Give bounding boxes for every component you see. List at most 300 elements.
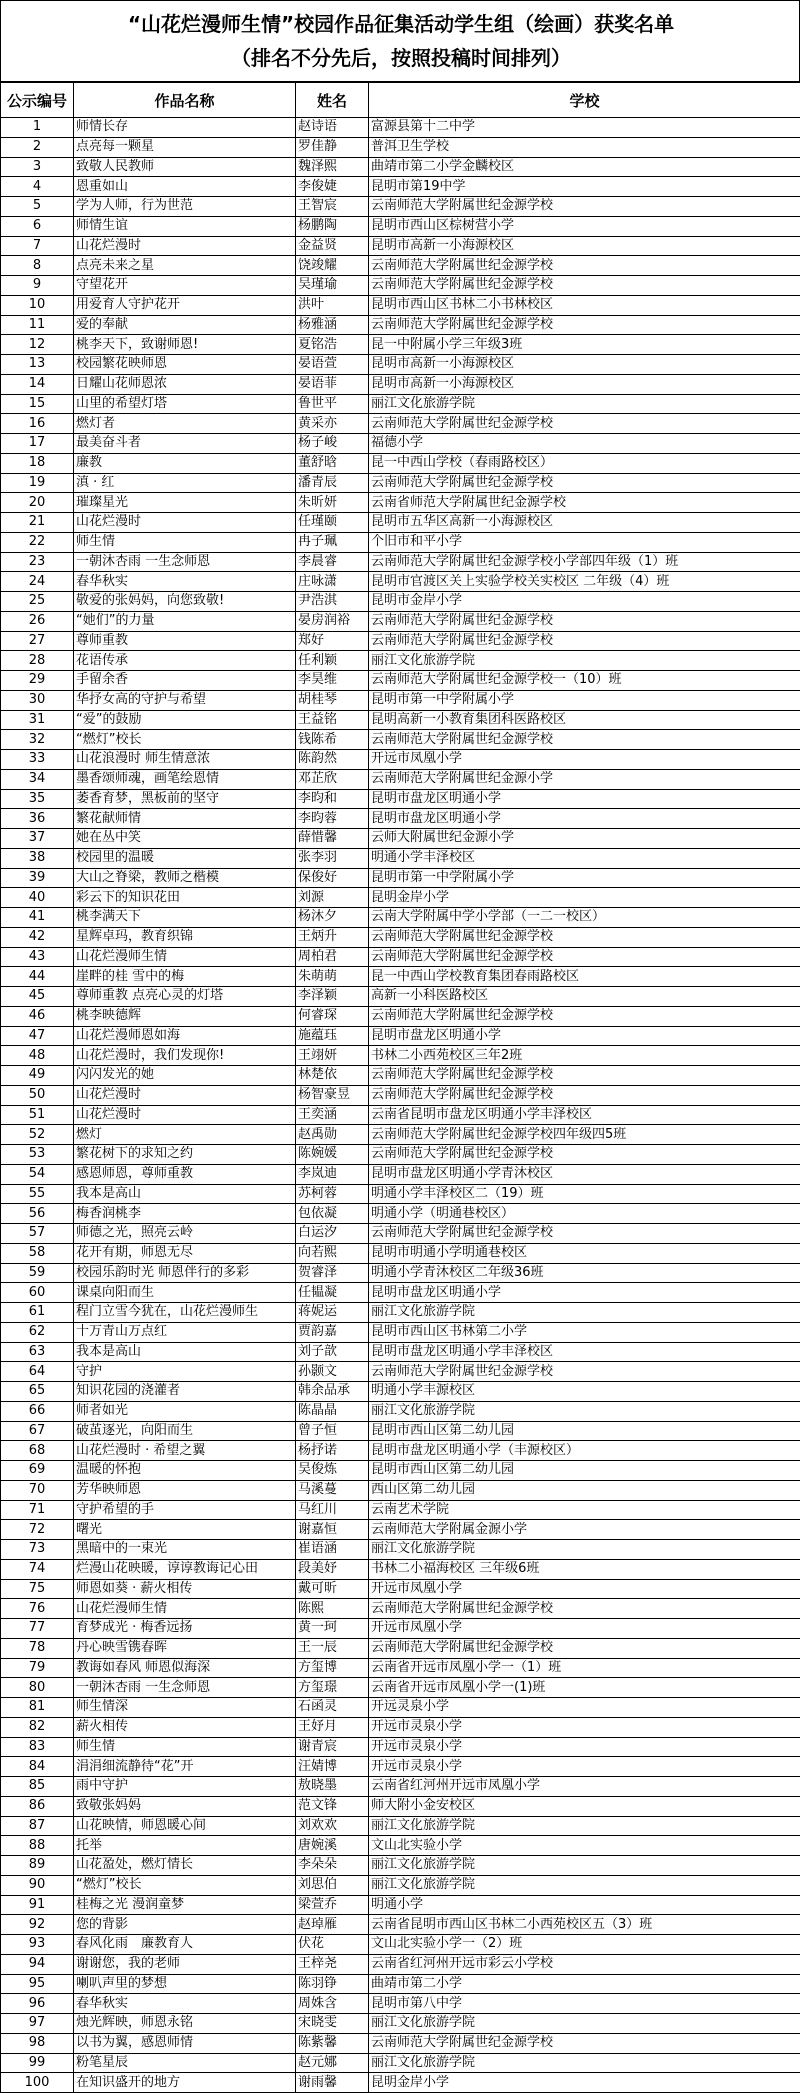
cell-work-title: 师情长存 — [74, 118, 296, 138]
cell-student-name: 陈羽铮 — [296, 1974, 369, 1994]
cell-school: 云南师范大学附属世纪金源学校 — [369, 1224, 800, 1244]
cell-number: 13 — [1, 355, 74, 375]
cell-work-title: 春华秋实 — [74, 1994, 296, 2014]
cell-work-title: 您的背影 — [74, 1915, 296, 1935]
cell-number: 77 — [1, 1619, 74, 1639]
cell-work-title: 破茧逐光，向阳而生 — [74, 1421, 296, 1441]
table-row — [1, 1717, 800, 1737]
cell-student-name: 朱萌萌 — [296, 967, 369, 987]
cell-number: 26 — [1, 611, 74, 631]
cell-student-name: 晏语萱 — [296, 355, 369, 375]
cell-number: 75 — [1, 1579, 74, 1599]
cell-school: 昆明市西山区第二幼儿园 — [369, 1421, 800, 1441]
cell-student-name: 朱昕妍 — [296, 493, 369, 513]
cell-school: 明通小学丰源校区 — [369, 1382, 800, 1402]
cell-school: 昆一中附属小学三年级3班 — [369, 335, 800, 355]
cell-number: 54 — [1, 1164, 74, 1184]
cell-number: 3 — [1, 157, 74, 177]
cell-work-title: “燃灯”校长 — [74, 730, 296, 750]
cell-number: 79 — [1, 1658, 74, 1678]
cell-student-name: 杨子峻 — [296, 434, 369, 454]
cell-number: 39 — [1, 868, 74, 888]
cell-student-name: 石函灵 — [296, 1698, 369, 1718]
cell-number: 29 — [1, 671, 74, 691]
cell-work-title: 彩云下的知识花田 — [74, 888, 296, 908]
table-row — [1, 1105, 800, 1125]
cell-student-name: 李俊婕 — [296, 177, 369, 197]
cell-number: 11 — [1, 315, 74, 335]
cell-work-title: 山花烂漫时，我们发现你! — [74, 1046, 296, 1066]
table-row — [1, 1520, 800, 1540]
cell-student-name: 谢嘉恒 — [296, 1520, 369, 1540]
cell-student-name: 韩余品承 — [296, 1382, 369, 1402]
cell-work-title: 大山之脊梁，教师之楷模 — [74, 868, 296, 888]
cell-student-name: 杨沐夕 — [296, 908, 369, 928]
cell-school: 昆明市第一中学附属小学 — [369, 690, 800, 710]
cell-student-name: 王炳升 — [296, 927, 369, 947]
header-work-title: 作品名称 — [74, 83, 296, 118]
cell-number: 67 — [1, 1421, 74, 1441]
cell-student-name: 王奕涵 — [296, 1105, 369, 1125]
cell-number: 24 — [1, 572, 74, 592]
table-row — [1, 1066, 800, 1086]
cell-work-title: 师生情深 — [74, 1698, 296, 1718]
cell-work-title: 育梦成光 · 梅香远扬 — [74, 1619, 296, 1639]
cell-school: 云南师范大学附属世纪金源学校 — [369, 256, 800, 276]
cell-work-title: “爱”的鼓励 — [74, 710, 296, 730]
cell-work-title: 校园乐韵时光 师恩伴行的多彩 — [74, 1263, 296, 1283]
cell-number: 47 — [1, 1026, 74, 1046]
cell-work-title: 春风化雨 廉教育人 — [74, 1935, 296, 1955]
cell-student-name: 刘子歆 — [296, 1342, 369, 1362]
cell-number: 42 — [1, 927, 74, 947]
cell-school: 云南师范大学附属世纪金源学校 — [369, 611, 800, 631]
table-row — [1, 868, 800, 888]
cell-work-title: 山花烂漫时 — [74, 513, 296, 533]
cell-school: 昆明市第八中学 — [369, 1994, 800, 2014]
award-table — [0, 82, 800, 2093]
cell-number: 86 — [1, 1796, 74, 1816]
cell-number: 72 — [1, 1520, 74, 1540]
cell-school: 云南师范大学附属世纪金源小学 — [369, 769, 800, 789]
cell-number: 74 — [1, 1559, 74, 1579]
cell-work-title: 日耀山花师恩浓 — [74, 374, 296, 394]
cell-work-title: 烂漫山花映暖，谆谆教诲记心田 — [74, 1559, 296, 1579]
cell-number: 6 — [1, 216, 74, 236]
cell-work-title: 致敬人民教师 — [74, 157, 296, 177]
table-row — [1, 967, 800, 987]
cell-student-name: 段美妤 — [296, 1559, 369, 1579]
table-row — [1, 1263, 800, 1283]
cell-school: 昆明金岸小学 — [369, 888, 800, 908]
cell-school: 云南师范大学附属世纪金源学校小学部四年级（1）班 — [369, 552, 800, 572]
cell-work-title: 繁花树下的求知之约 — [74, 1145, 296, 1165]
cell-student-name: 任利颖 — [296, 651, 369, 671]
header-name: 姓名 — [296, 83, 369, 118]
table-row — [1, 236, 800, 256]
table-row — [1, 1935, 800, 1955]
cell-student-name: 施蕴珏 — [296, 1026, 369, 1046]
cell-student-name: 周姝含 — [296, 1994, 369, 2014]
cell-school: 个旧市和平小学 — [369, 532, 800, 552]
cell-school: 昆明高新一小教育集团科医路校区 — [369, 710, 800, 730]
cell-work-title: 师者如光 — [74, 1401, 296, 1421]
cell-number: 84 — [1, 1757, 74, 1777]
cell-number: 59 — [1, 1263, 74, 1283]
cell-school: 云南师范大学附属世纪金源学校 — [369, 631, 800, 651]
cell-number: 81 — [1, 1698, 74, 1718]
cell-student-name: 薛惜馨 — [296, 829, 369, 849]
cell-school: 昆明市西山区第二幼儿园 — [369, 1461, 800, 1481]
cell-student-name: 孙颢文 — [296, 1362, 369, 1382]
cell-student-name: 范文锋 — [296, 1796, 369, 1816]
cell-number: 15 — [1, 394, 74, 414]
cell-work-title: 恩重如山 — [74, 177, 296, 197]
cell-work-title: 学为人师，行为世范 — [74, 197, 296, 217]
table-row — [1, 157, 800, 177]
cell-number: 18 — [1, 453, 74, 473]
table-row — [1, 1875, 800, 1895]
cell-number: 98 — [1, 2033, 74, 2053]
table-row — [1, 829, 800, 849]
cell-work-title: 爱的奉献 — [74, 315, 296, 335]
cell-student-name: 向若熙 — [296, 1243, 369, 1263]
cell-number: 36 — [1, 809, 74, 829]
table-row — [1, 513, 800, 533]
table-row — [1, 394, 800, 414]
table-row — [1, 1678, 800, 1698]
cell-number: 41 — [1, 908, 74, 928]
table-row — [1, 1085, 800, 1105]
cell-school: 丽江文化旅游学院 — [369, 651, 800, 671]
table-row — [1, 1224, 800, 1244]
cell-student-name: 李昀蓉 — [296, 809, 369, 829]
table-row — [1, 197, 800, 217]
cell-work-title: 春华秋实 — [74, 572, 296, 592]
cell-work-title: 桃李映德辉 — [74, 1006, 296, 1026]
cell-work-title: 温暖的怀抱 — [74, 1461, 296, 1481]
cell-student-name: 李晨睿 — [296, 552, 369, 572]
cell-work-title: 桃李天下，致谢师恩! — [74, 335, 296, 355]
cell-number: 76 — [1, 1599, 74, 1619]
cell-student-name: 赵诗语 — [296, 118, 369, 138]
cell-school: 明通小学丰泽校区 — [369, 848, 800, 868]
table-row — [1, 1322, 800, 1342]
cell-school: 曲靖市第二小学金麟校区 — [369, 157, 800, 177]
cell-work-title: 守望花开 — [74, 276, 296, 296]
cell-school: 昆明市高新一小海源校区 — [369, 236, 800, 256]
table-row — [1, 532, 800, 552]
cell-school: 昆明市第一中学附属小学 — [369, 868, 800, 888]
table-row — [1, 789, 800, 809]
cell-school: 开远市灵泉小学 — [369, 1717, 800, 1737]
table-row — [1, 592, 800, 612]
cell-student-name: 白运汐 — [296, 1224, 369, 1244]
cell-student-name: 曾子恒 — [296, 1421, 369, 1441]
cell-school: 明通小学（明通巷校区） — [369, 1204, 800, 1224]
cell-student-name: 方玺博 — [296, 1658, 369, 1678]
cell-number: 60 — [1, 1283, 74, 1303]
cell-school: 云南师范大学附属金源小学 — [369, 1520, 800, 1540]
cell-work-title: 点亮每一颗星 — [74, 137, 296, 157]
cell-school: 丽江文化旅游学院 — [369, 1303, 800, 1323]
cell-student-name: 崔语涵 — [296, 1540, 369, 1560]
cell-school: 云南师范大学附属世纪金源学校 — [369, 473, 800, 493]
table-row — [1, 809, 800, 829]
cell-number: 4 — [1, 177, 74, 197]
table-row — [1, 730, 800, 750]
table-row — [1, 1006, 800, 1026]
cell-work-title: 托举 — [74, 1836, 296, 1856]
cell-work-title: 山花映情，师恩暖心间 — [74, 1816, 296, 1836]
cell-number: 68 — [1, 1441, 74, 1461]
cell-work-title: 山花烂漫时 — [74, 1105, 296, 1125]
cell-number: 70 — [1, 1480, 74, 1500]
cell-school: 昆明市盘龙区明通小学 — [369, 1283, 800, 1303]
cell-school: 丽江文化旅游学院 — [369, 1856, 800, 1876]
cell-number: 23 — [1, 552, 74, 572]
cell-student-name: 李昊维 — [296, 671, 369, 691]
cell-student-name: 赵禹勋 — [296, 1125, 369, 1145]
cell-work-title: 敬爱的张妈妈，向您致敬! — [74, 592, 296, 612]
cell-work-title: 师情生谊 — [74, 216, 296, 236]
cell-school: 明通小学丰泽校区二（19）班 — [369, 1184, 800, 1204]
cell-work-title: 萎香育梦，黑板前的坚守 — [74, 789, 296, 809]
table-row — [1, 1283, 800, 1303]
cell-number: 61 — [1, 1303, 74, 1323]
cell-work-title: 山花烂漫时 — [74, 236, 296, 256]
cell-student-name: 邓芷欣 — [296, 769, 369, 789]
cell-school: 丽江文化旅游学院 — [369, 2014, 800, 2034]
table-row — [1, 927, 800, 947]
cell-work-title: 山花盈处，燃灯情长 — [74, 1856, 296, 1876]
cell-number: 5 — [1, 197, 74, 217]
cell-school: 云南师范大学附属世纪金源学校 — [369, 947, 800, 967]
table-row — [1, 256, 800, 276]
cell-school: 开远市凤凰小学 — [369, 1619, 800, 1639]
cell-work-title: 山花烂漫时 · 希望之翼 — [74, 1441, 296, 1461]
cell-school: 云南师范大学附属世纪金源学校 — [369, 927, 800, 947]
cell-school: 昆明市高新一小海源校区 — [369, 355, 800, 375]
cell-work-title: 燃灯 — [74, 1125, 296, 1145]
table-row — [1, 1540, 800, 1560]
cell-student-name: 黄一珂 — [296, 1619, 369, 1639]
cell-number: 91 — [1, 1895, 74, 1915]
cell-work-title: 最美奋斗者 — [74, 434, 296, 454]
cell-number: 44 — [1, 967, 74, 987]
cell-work-title: 粉笔星辰 — [74, 2053, 296, 2073]
cell-school: 昆明市盘龙区明通小学 — [369, 1026, 800, 1046]
cell-student-name: 魏泽熙 — [296, 157, 369, 177]
cell-school: 云南师范大学附属世纪金源学校 — [369, 1145, 800, 1165]
cell-number: 16 — [1, 414, 74, 434]
cell-work-title: 廉教 — [74, 453, 296, 473]
cell-number: 43 — [1, 947, 74, 967]
cell-number: 57 — [1, 1224, 74, 1244]
table-row — [1, 987, 800, 1007]
cell-number: 40 — [1, 888, 74, 908]
cell-student-name: 刘欢欢 — [296, 1816, 369, 1836]
cell-work-title: 教诲如春风 师恩似海深 — [74, 1658, 296, 1678]
table-row — [1, 1895, 800, 1915]
cell-number: 95 — [1, 1974, 74, 1994]
cell-number: 90 — [1, 1875, 74, 1895]
table-row — [1, 848, 800, 868]
cell-student-name: 陈紫馨 — [296, 2033, 369, 2053]
cell-number: 97 — [1, 2014, 74, 2034]
table-row — [1, 1737, 800, 1757]
cell-work-title: 一朝沐杏雨 一生念师恩 — [74, 552, 296, 572]
cell-work-title: 崖畔的桂 雪中的梅 — [74, 967, 296, 987]
cell-school: 师大附小金安校区 — [369, 1796, 800, 1816]
cell-school: 昆明市第19中学 — [369, 177, 800, 197]
cell-school: 云南师范大学附属世纪金源学校 — [369, 1362, 800, 1382]
cell-student-name: 王翊妍 — [296, 1046, 369, 1066]
cell-student-name: 杨智豪昱 — [296, 1085, 369, 1105]
cell-school: 昆明市西山区书林第二小学 — [369, 1322, 800, 1342]
cell-work-title: 师生情 — [74, 532, 296, 552]
cell-work-title: 校园繁花映师恩 — [74, 355, 296, 375]
cell-number: 9 — [1, 276, 74, 296]
cell-student-name: 敖晓墨 — [296, 1777, 369, 1797]
cell-school: 高新一小科医路校区 — [369, 987, 800, 1007]
cell-number: 83 — [1, 1737, 74, 1757]
cell-work-title: 师生情 — [74, 1737, 296, 1757]
header-school: 学校 — [369, 83, 800, 118]
cell-student-name: 钱陈希 — [296, 730, 369, 750]
cell-school: 云南师范大学附属世纪金源学校 — [369, 1599, 800, 1619]
cell-student-name: 任瑾颐 — [296, 513, 369, 533]
title-block — [0, 0, 800, 82]
cell-student-name: 李岚迪 — [296, 1164, 369, 1184]
cell-number: 69 — [1, 1461, 74, 1481]
cell-school: 云南师范大学附属世纪金源学校 — [369, 2033, 800, 2053]
cell-number: 30 — [1, 690, 74, 710]
table-row — [1, 1619, 800, 1639]
cell-school: 云师大附属世纪金源小学 — [369, 829, 800, 849]
table-row — [1, 611, 800, 631]
cell-school: 云南师范大学附属世纪金源学校 — [369, 197, 800, 217]
cell-student-name: 郑好 — [296, 631, 369, 651]
cell-student-name: 尹浩淇 — [296, 592, 369, 612]
table-row — [1, 493, 800, 513]
cell-number: 10 — [1, 295, 74, 315]
cell-work-title: 手留余香 — [74, 671, 296, 691]
cell-number: 73 — [1, 1540, 74, 1560]
cell-work-title: 雨中守护 — [74, 1777, 296, 1797]
table-row — [1, 374, 800, 394]
cell-number: 58 — [1, 1243, 74, 1263]
cell-number: 48 — [1, 1046, 74, 1066]
cell-school: 云南大学附属中学小学部（一二一校区） — [369, 908, 800, 928]
cell-school: 福德小学 — [369, 434, 800, 454]
table-row — [1, 1342, 800, 1362]
cell-school: 文山北实验小学 — [369, 1836, 800, 1856]
cell-student-name: 苏柯蓉 — [296, 1184, 369, 1204]
cell-school: 丽江文化旅游学院 — [369, 394, 800, 414]
cell-number: 80 — [1, 1678, 74, 1698]
cell-number: 12 — [1, 335, 74, 355]
cell-school: 昆明市西山区书林二小书林校区 — [369, 295, 800, 315]
cell-student-name: 马红川 — [296, 1500, 369, 1520]
cell-student-name: 保俊好 — [296, 868, 369, 888]
table-row — [1, 1046, 800, 1066]
cell-student-name: 潘青辰 — [296, 473, 369, 493]
cell-school: 富源县第十二中学 — [369, 118, 800, 138]
cell-work-title: 璀璨星光 — [74, 493, 296, 513]
cell-work-title: 知识花园的浇灌者 — [74, 1382, 296, 1402]
cell-school: 云南师范大学附属世纪金源学校 — [369, 1085, 800, 1105]
table-row — [1, 355, 800, 375]
cell-work-title: 曙光 — [74, 1520, 296, 1540]
cell-student-name: 黄采亦 — [296, 414, 369, 434]
cell-school: 丽江文化旅游学院 — [369, 1540, 800, 1560]
cell-school: 云南师范大学附属世纪金源学校 — [369, 1066, 800, 1086]
table-row — [1, 1954, 800, 1974]
cell-student-name: 王一辰 — [296, 1638, 369, 1658]
cell-work-title: 芳华映师恩 — [74, 1480, 296, 1500]
table-row — [1, 947, 800, 967]
table-row — [1, 2033, 800, 2053]
cell-number: 85 — [1, 1777, 74, 1797]
cell-number: 53 — [1, 1145, 74, 1165]
cell-number: 65 — [1, 1382, 74, 1402]
table-row — [1, 1461, 800, 1481]
table-row — [1, 1125, 800, 1145]
cell-student-name: 李泽颖 — [296, 987, 369, 1007]
cell-work-title: 山花浪漫时 师生情意浓 — [74, 750, 296, 770]
cell-number: 21 — [1, 513, 74, 533]
cell-work-title: 繁花献师情 — [74, 809, 296, 829]
cell-work-title: 山花烂漫师生情 — [74, 1599, 296, 1619]
table-row — [1, 1796, 800, 1816]
cell-student-name: 梁萱乔 — [296, 1895, 369, 1915]
cell-school: 云南省红河州开远市凤凰小学 — [369, 1777, 800, 1797]
cell-school: 昆明市盘龙区明通小学青沐校区 — [369, 1164, 800, 1184]
table-row — [1, 1777, 800, 1797]
table-row — [1, 1026, 800, 1046]
cell-school: 昆明市明通小学明通巷校区 — [369, 1243, 800, 1263]
cell-number: 31 — [1, 710, 74, 730]
cell-student-name: 杨雅涵 — [296, 315, 369, 335]
cell-work-title: 梅香润桃李 — [74, 1204, 296, 1224]
cell-work-title: 涓涓细流静待“花”开 — [74, 1757, 296, 1777]
cell-school: 丽江文化旅游学院 — [369, 1816, 800, 1836]
cell-school: 西山区第二幼儿园 — [369, 1480, 800, 1500]
table-row — [1, 1559, 800, 1579]
cell-school: 云南省昆明市西山区书林二小西苑校区五（3）班 — [369, 1915, 800, 1935]
table-row — [1, 1599, 800, 1619]
cell-school: 云南省开远市凤凰小学一（1）班 — [369, 1658, 800, 1678]
cell-work-title: 黑暗中的一束光 — [74, 1540, 296, 1560]
cell-work-title: 感恩师恩，尊师重教 — [74, 1164, 296, 1184]
cell-school: 云南省昆明市盘龙区明通小学丰泽校区 — [369, 1105, 800, 1125]
cell-school: 云南师范大学附属世纪金源学校 — [369, 276, 800, 296]
cell-student-name: 赵元娜 — [296, 2053, 369, 2073]
cell-number: 62 — [1, 1322, 74, 1342]
cell-work-title: 山花烂漫师生情 — [74, 947, 296, 967]
cell-school: 云南师范大学附属世纪金源学校四年级四5班 — [369, 1125, 800, 1145]
cell-student-name: 陈晶晶 — [296, 1401, 369, 1421]
cell-work-title: 师恩如葵 · 薪火相传 — [74, 1579, 296, 1599]
cell-number: 1 — [1, 118, 74, 138]
table-row — [1, 1836, 800, 1856]
cell-school: 明通小学 — [369, 1895, 800, 1915]
cell-work-title: 用爱育人守护花开 — [74, 295, 296, 315]
cell-student-name: 贾韵嘉 — [296, 1322, 369, 1342]
cell-school: 书林二小福海校区 三年级6班 — [369, 1559, 800, 1579]
table-row — [1, 1441, 800, 1461]
